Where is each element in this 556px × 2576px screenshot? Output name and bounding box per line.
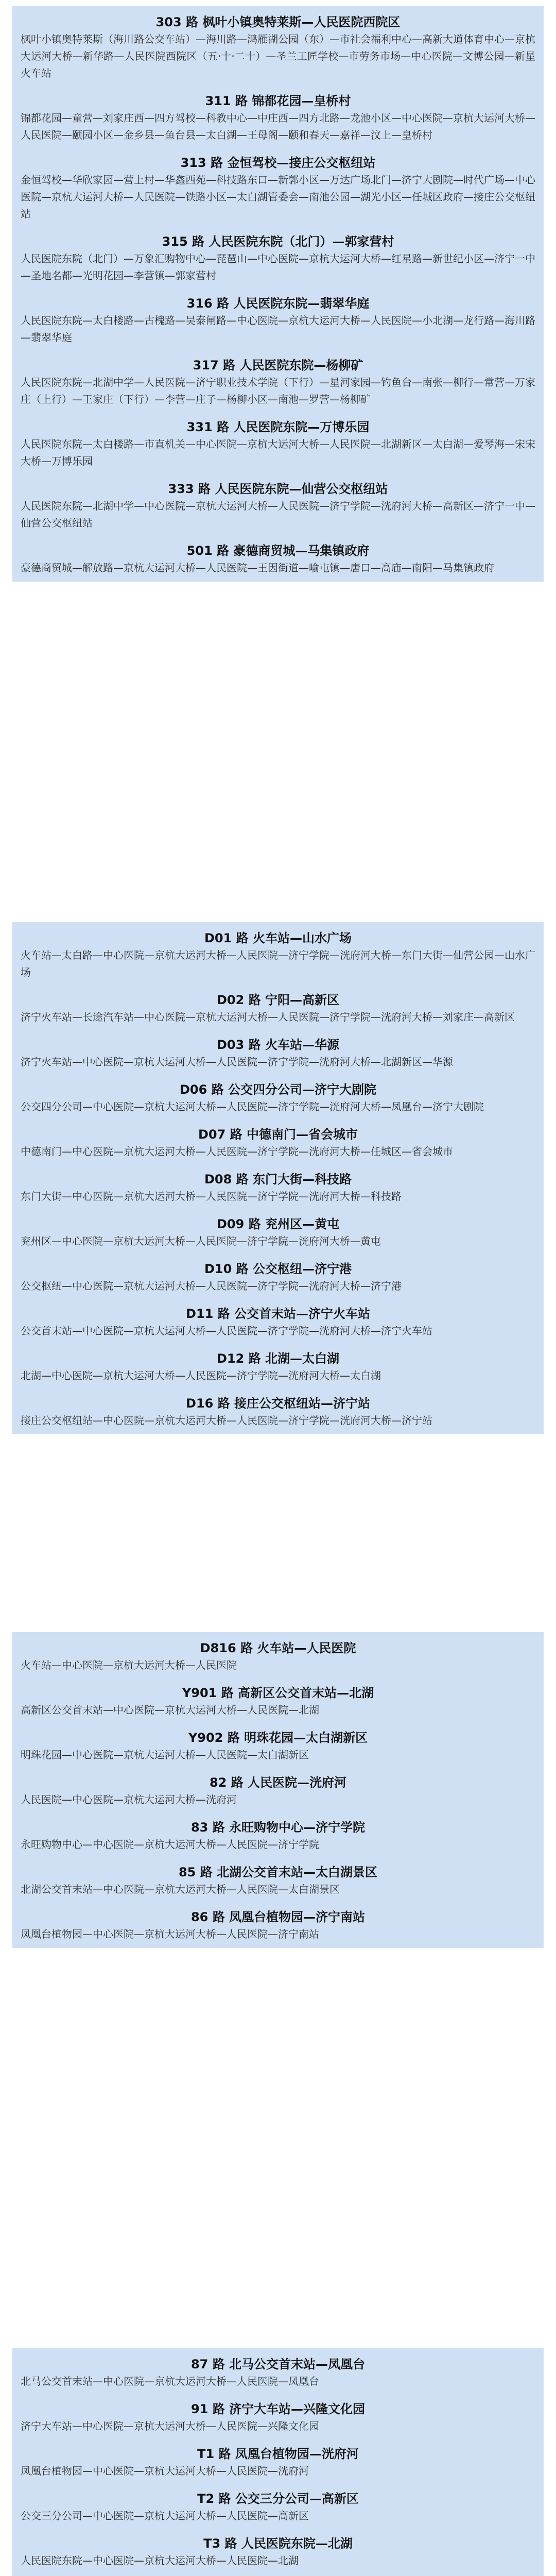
route-block [21,13,535,82]
route-panel-2 [12,922,544,1434]
route-stops: 金恒驾校—华欣家园—营上村—华鑫西苑—科技路东口—新郭小区—万达广场北门—济宁大剧院—时代广场—中心医院—京杭大运河大桥—人民医院—铁路小区—太白湖管委会—南池公园—湖光小区—任城区政府—接庄公交枢纽站 [21,174,535,220]
route-block [21,1729,535,1764]
route-title: 83 路 永旺购物中心—济宁学院 [190,1820,366,1835]
route-block [21,1395,535,1429]
route-block [21,418,535,470]
route-stops: 锦都花园—童营—刘家庄西—四方驾校—科教中心—中庄西—四方北路—龙池小区—中心医院—京杭大运河大桥—人民医院—颐园小区—金乡县—鱼台县—太白湖—王母阁—颐和春天—嘉祥—汶上—皇桥村 [21,112,535,141]
route-title: D06 路 公交四分公司—济宁大剧院 [179,1082,377,1097]
route-stops: 公交首末站—中心医院—京杭大运河大桥—人民医院—济宁学院—洸府河大桥—济宁火车站 [21,1325,432,1337]
route-stops: 兖州区—中心医院—京杭大运河大桥—人民医院—济宁学院—洸府河大桥—黄屯 [21,1235,381,1247]
route-title: 303 路 枫叶小镇奥特莱斯—人民医院西院区 [155,15,401,29]
route-title: 85 路 北湖公交首末站—太白湖景区 [178,1865,378,1879]
route-stops: 中德南门—中心医院—京杭大运河大桥—人民医院—济宁学院—洸府河大桥—任城区—省会城市 [21,1145,453,1158]
route-block [21,1171,535,1205]
route-stops: 公交四分公司—中心医院—京杭大运河大桥—人民医院—济宁学院—洸府河大桥—凤凰台—济宁大剧院 [21,1100,484,1113]
route-block [21,542,535,577]
route-block [21,2445,535,2480]
route-title: D07 路 中德南门—省会城市 [198,1127,358,1142]
route-block [21,1305,535,1340]
route-block [21,295,535,346]
route-stops: 济宁火车站—长途汽车站—中心医院—京杭大运河大桥—人民医院—济宁学院—洸府河大桥—刘家庄—高新区 [21,1011,515,1023]
route-block [21,233,535,284]
route-stops: 北马公交首末站—中心医院—京杭大运河大桥—人民医院—凤凰台 [21,2375,319,2387]
route-stops: 人民医院东院—北湖中学—人民医院—济宁职业技术学院（下行）—星河家园—钓鱼台—南张—柳行—常营—万家庄（上行）—王家庄（下行）—李营—庄子—杨柳小区—南池—罗营—杨柳矿 [21,376,535,405]
route-block [21,1126,535,1160]
route-stops: 人民医院东院—中心医院—京杭大运河大桥—人民医院—北湖 [21,2554,299,2567]
route-stops: 接庄公交枢纽站—中心医院—京杭大运河大桥—人民医院—济宁学院—洸府河大桥—济宁站 [21,1414,432,1427]
route-stops: 人民医院东院—太白楼路—古槐路—吴泰闸路—中心医院—京杭大运河大桥—人民医院—小北湖—龙行路—海川路—翡翠华庭 [21,314,535,344]
route-title: 331 路 人民医院东院—万博乐园 [186,420,370,434]
route-block [21,929,535,981]
route-stops: 东门大街—中心医院—京杭大运河大桥—人民医院—济宁学院—洸府河大桥—科技路 [21,1190,402,1202]
route-block [21,480,535,532]
route-block [21,2490,535,2524]
route-title: D01 路 火车站—山水广场 [204,931,352,945]
route-block [21,2535,535,2569]
route-title: D02 路 宁阳—高新区 [216,993,340,1007]
route-stops: 凤凰台植物园—中心医院—京杭大运河大桥—人民医院—济宁南站 [21,1928,319,1940]
route-block [21,1350,535,1384]
route-title: D16 路 接庄公交枢纽站—济宁站 [185,1396,371,1411]
route-title: 501 路 豪德商贸城—马集镇政府 [186,544,370,558]
route-block [21,1639,535,1674]
route-panel-3 [12,1632,544,1948]
route-block [21,1863,535,1898]
route-block [21,1036,535,1071]
route-stops: 明珠花园—中心医院—京杭大运河大桥—人民医院—太白湖新区 [21,1749,309,1761]
route-title: D816 路 火车站—人民医院 [200,1641,356,1655]
route-stops: 公交三分公司—中心医院—京杭大运河大桥—人民医院—高新区 [21,2510,309,2522]
route-title: 87 路 北马公交首末站—凤凰台 [190,2357,366,2371]
route-stops: 北湖公交首末站—中心医院—京杭大运河大桥—人民医院—太白湖景区 [21,1883,340,1895]
route-stops: 火车站—中心医院—京杭大运河大桥—人民医院 [21,1659,237,1671]
route-title: 91 路 济宁大车站—兴隆文化园 [190,2402,366,2416]
route-title: 86 路 凤凰台植物园—济宁南站 [190,1910,366,1924]
route-title: D11 路 公交首末站—济宁火车站 [185,1307,371,1321]
route-title: D08 路 东门大街—科技路 [204,1172,352,1187]
route-stops: 高新区公交首末站—中心医院—京杭大运河大桥—人民医院—北湖 [21,1704,319,1716]
route-title: 311 路 锦都花园—皇桥村 [205,94,351,108]
route-block [21,1081,535,1115]
route-title: 316 路 人民医院东院—翡翠华庭 [186,296,370,311]
route-panel-1 [12,6,544,582]
route-block [21,1260,535,1295]
route-stops: 公交枢纽—中心医院—京杭大运河大桥—人民医院—济宁学院—洸府河大桥—济宁港 [21,1280,402,1292]
route-title: T1 路 凤凰台植物园—洸府河 [197,2447,359,2461]
route-block [21,92,535,144]
route-title: 333 路 人民医院东院—仙营公交枢纽站 [168,482,388,496]
route-title: 313 路 金恒驾校—接庄公交枢纽站 [180,156,376,170]
route-title: D09 路 兖州区—黄屯 [216,1217,340,1231]
route-title: T3 路 人民医院东院—北湖 [203,2536,353,2551]
route-block [21,1819,535,1853]
route-block [21,357,535,408]
route-block [21,154,535,223]
route-stops: 永旺购物中心—中心医院—京杭大运河大桥—人民医院—济宁学院 [21,1838,319,1851]
route-title: 315 路 人民医院东院（北门）—郭家营村 [162,234,394,249]
route-stops: 凤凰台植物园—中心医院—京杭大运河大桥—人民医院—洸府河 [21,2465,309,2477]
route-title: Y901 路 高新区公交首末站—北湖 [182,1686,374,1700]
route-stops: 枫叶小镇奥特莱斯（海川路公交车站）—海川路—鸿雁湖公园（东）—市社会福利中心—高新大道体育中心—京杭大运河大桥—新华路—人民医院西院区（五·十·二十）—圣兰工匠学校—市劳务市场—中心医院—文博公园—新星火车站 [21,33,535,79]
route-block [21,1908,535,1943]
route-block [21,1215,535,1250]
route-title: Y902 路 明珠花园—太白湖新区 [188,1731,368,1745]
route-stops: 人民医院东院（北门）—万象汇购物中心—琵琶山—中心医院—京杭大运河大桥—红星路—新世纪小区—济宁一中—圣地名都—光明花园—李营镇—郭家营村 [21,252,535,282]
route-stops: 火车站—太白路—中心医院—京杭大运河大桥—人民医院—济宁学院—洸府河大桥—东门大街—仙营公园—山水广场 [21,949,535,978]
route-title: 82 路 人民医院—洸府河 [209,1775,347,1790]
route-block [21,991,535,1026]
route-title: D10 路 公交枢纽—济宁港 [204,1262,352,1276]
route-stops: 人民医院东院—太白楼路—市直机关—中心医院—京杭大运河大桥—人民医院—北湖新区—太白湖—爱琴海—宋宋大桥—万博乐园 [21,438,535,467]
route-stops: 人民医院东院—北湖中学—中心医院—京杭大运河大桥—人民医院—济宁学院—洸府河大桥—高新区—济宁一中—仙营公交枢纽站 [21,500,535,529]
route-stops: 济宁火车站—中心医院—京杭大运河大桥—人民医院—济宁学院—洸府河大桥—北湖新区—华源 [21,1056,453,1068]
route-panel-4 [12,2348,544,2576]
route-stops: 北湖—中心医院—京杭大运河大桥—人民医院—济宁学院—洸府河大桥—太白湖 [21,1369,381,1382]
route-block [21,1684,535,1719]
route-block [21,1774,535,1808]
route-stops: 人民医院—中心医院—京杭大运河大桥—洸府河 [21,1793,237,1806]
route-title: T2 路 公交三分公司—高新区 [197,2492,359,2506]
route-block [21,2400,535,2435]
route-block [21,2355,535,2390]
route-title: 317 路 人民医院东院—杨柳矿 [193,358,363,372]
route-title: D03 路 火车站—华源 [216,1038,340,1052]
route-stops: 济宁大车站—中心医院—京杭大运河大桥—人民医院—兴隆文化园 [21,2420,319,2432]
route-title: D12 路 北湖—太白湖 [216,1351,340,1366]
route-stops: 豪德商贸城—解放路—京杭大运河大桥—人民医院—王因街道—喻屯镇—唐口—高庙—南阳—马集镇政府 [21,562,494,574]
